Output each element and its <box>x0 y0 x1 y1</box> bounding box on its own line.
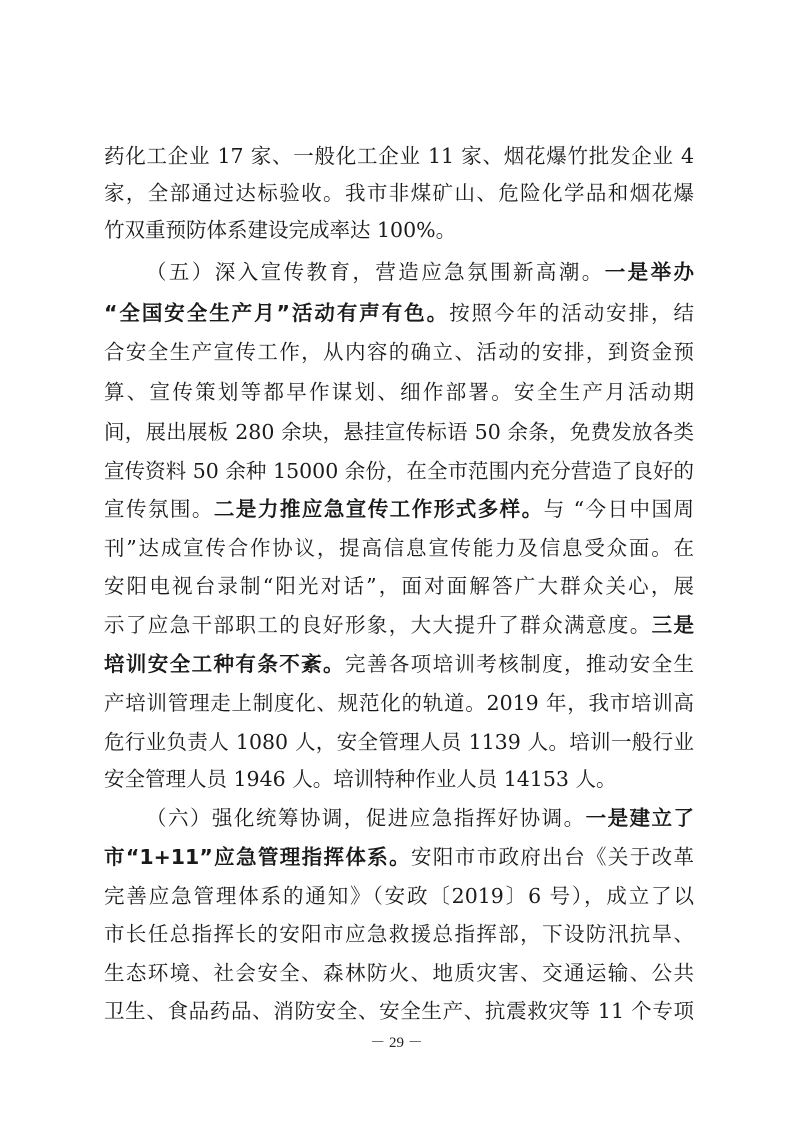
body-line-9 <box>104 455 694 487</box>
body-line-14 <box>104 648 694 680</box>
line-text: 宣传氛围。 <box>104 497 214 521</box>
bold-lead: “全国安全生产月”活动有声有色。 <box>104 301 450 325</box>
line-text: 间，展出展板 280 余块，悬挂宣传标语 50 余条，免费发放各类 <box>104 420 694 444</box>
line-text: 安阳电视台录制“阳光对话”，面对面解答广大群众关心，展 <box>104 574 694 598</box>
bold-lead: 市“1+11”应急管理指挥体系。 <box>104 845 412 869</box>
line-text: 算、宣传策划等都早作谋划、细作部署。安全生产月活动期 <box>104 380 694 404</box>
line-text: 市长任总指挥长的安阳市应急救援总指挥部，下设防汛抗旱、 <box>104 922 694 946</box>
body-line-16 <box>104 726 694 758</box>
page-number: － 29 － <box>370 1035 423 1051</box>
body-line-6 <box>104 336 694 368</box>
body-line-7 <box>104 376 694 408</box>
line-text: 家，全部通过达标验收。我市非煤矿山、危险化学品和烟花爆 <box>104 181 694 205</box>
line-text: 刊”达成宣传合作协议，提高信息宣传能力及信息受众面。在 <box>104 536 694 560</box>
body-line-1 <box>104 140 694 172</box>
line-text: 宣传资料 50 余种 15000 余份，在全市范围内充分营造了良好的 <box>104 459 694 483</box>
section-title: （五）深入宣传教育，营造应急氛围新高潮。 <box>146 260 605 284</box>
line-text: 完善应急管理体系的通知》（安政〔2019〕6 号），成立了以 <box>104 884 694 908</box>
body-line-13 <box>104 609 694 641</box>
body-line-2 <box>104 177 694 209</box>
body-line-17 <box>104 763 694 795</box>
line-text: 卫生、食品药品、消防安全、安全生产、抗震救灾等 11 个专项 <box>104 999 694 1023</box>
body-line-5 <box>104 297 694 329</box>
body-line-22 <box>104 957 694 989</box>
body-line-15 <box>104 687 694 719</box>
line-text: 安阳市市政府出台《关于改革 <box>411 845 695 869</box>
line-text: 合安全生产宣传工作，从内容的确立、活动的安排，到资金预 <box>104 340 694 364</box>
line-text: 药化工企业 17 家、一般化工企业 11 家、烟花爆竹批发企业 4 <box>104 144 694 168</box>
body-line-19 <box>104 841 694 873</box>
body-line-3 <box>104 214 694 246</box>
bold-lead: 一是举办 <box>604 260 695 284</box>
body-line-10 <box>104 493 694 525</box>
bold-lead: 三是 <box>651 613 695 637</box>
section-heading-5 <box>146 256 694 288</box>
bold-lead: 培训安全工种有条不紊。 <box>104 652 345 676</box>
line-text: 危行业负责人 1080 人，安全管理人员 1139 人。培训一般行业 <box>104 730 694 754</box>
line-text: 按照今年的活动安排，结 <box>449 301 695 325</box>
section-title: （六）强化统筹协调，促进应急指挥好协调。 <box>146 806 586 830</box>
body-line-20 <box>104 880 694 912</box>
section-heading-6 <box>146 802 694 834</box>
line-text: 安全管理人员 1946 人。培训特种作业人员 14153 人。 <box>104 767 617 791</box>
line-text: 示了应急干部职工的良好形象，大大提升了群众满意度。 <box>104 613 652 637</box>
line-text: 产培训管理走上制度化、规范化的轨道。2019 年，我市培训高 <box>104 691 694 715</box>
bold-lead: 一是建立了 <box>585 806 695 830</box>
body-line-23 <box>104 995 694 1027</box>
body-line-8 <box>104 416 694 448</box>
line-text: 完善各项培训考核制度，推动安全生 <box>344 652 695 676</box>
bold-lead: 二是力推应急宣传工作形式多样。 <box>213 497 544 521</box>
line-text: 与 “今日中国周 <box>543 497 695 521</box>
body-line-21 <box>104 918 694 950</box>
line-text: 生态环境、社会安全、森林防火、地质灾害、交通运输、公共 <box>104 961 694 985</box>
line-text: 竹双重预防体系建设完成率达 100%。 <box>104 218 457 242</box>
body-line-11 <box>104 532 694 564</box>
body-line-12 <box>104 570 694 602</box>
